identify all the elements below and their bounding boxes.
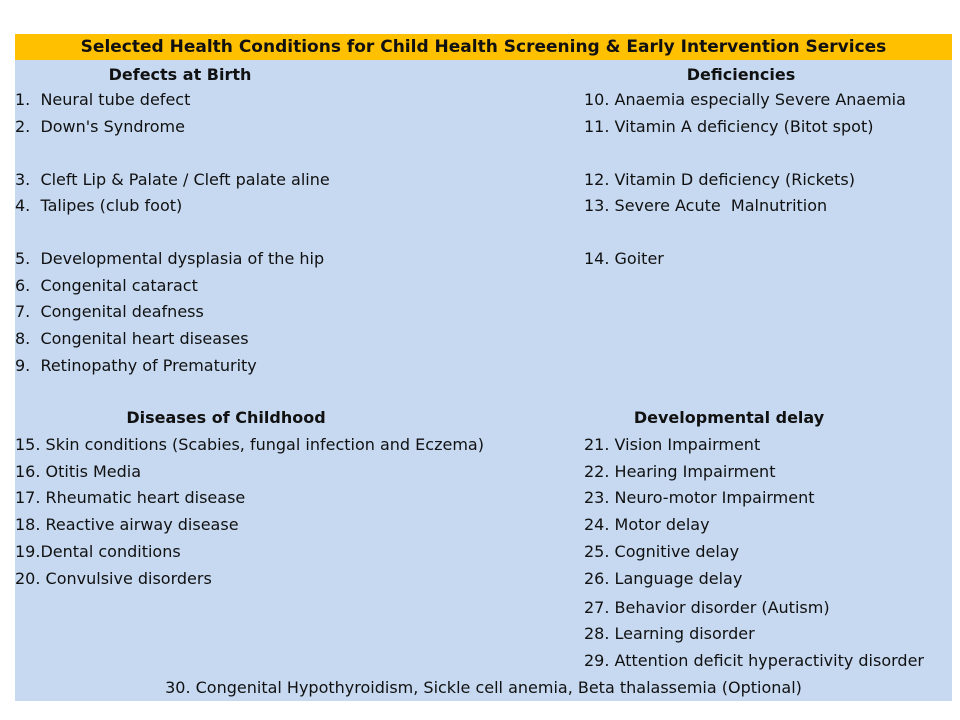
heading-diseases-of-childhood: Diseases of Childhood (126, 408, 326, 427)
list-item-delay-27: 27. Behavior disorder (Autism) (584, 598, 830, 617)
list-item-delay-23: 23. Neuro-motor Impairment (584, 488, 815, 507)
heading-developmental-delay: Developmental delay (633, 408, 825, 427)
list-item-disease-18: 18. Reactive airway disease (15, 515, 239, 534)
list-item-disease-15: 15. Skin conditions (Scabies, fungal infection and Eczema) (15, 435, 484, 454)
list-item-defect-7: 7. Congenital deafness (15, 302, 204, 321)
list-item-defect-4: 4. Talipes (club foot) (15, 196, 183, 215)
list-item-disease-17: 17. Rheumatic heart disease (15, 488, 246, 507)
list-item-delay-29: 29. Attention deficit hyperactivity disorder (584, 651, 924, 670)
list-item-delay-28: 28. Learning disorder (584, 624, 755, 643)
list-item-defect-9: 9. Retinopathy of Prematurity (15, 356, 257, 375)
list-item-deficiency-13: 13. Severe Acute Malnutrition (584, 196, 828, 215)
conditions-table (15, 34, 952, 701)
list-item-delay-26: 26. Language delay (584, 569, 743, 588)
heading-deficiencies: Deficiencies (686, 65, 796, 84)
list-item-deficiency-12: 12. Vitamin D deficiency (Rickets) (584, 170, 855, 189)
list-item-defect-6: 6. Congenital cataract (15, 276, 198, 295)
table-title: Selected Health Conditions for Child Health Screening & Early Intervention Services (15, 34, 952, 60)
list-item-defect-3: 3. Cleft Lip & Palate / Cleft palate aline (15, 170, 330, 189)
list-item-delay-22: 22. Hearing Impairment (584, 462, 776, 481)
list-item-defect-8: 8. Congenital heart diseases (15, 329, 249, 348)
list-item-deficiency-14: 14. Goiter (584, 249, 664, 268)
list-item-defect-2: 2. Down's Syndrome (15, 117, 185, 136)
list-item-delay-24: 24. Motor delay (584, 515, 710, 534)
list-item-disease-16: 16. Otitis Media (15, 462, 142, 481)
heading-defects-at-birth: Defects at Birth (108, 65, 252, 84)
list-item-disease-20: 20. Convulsive disorders (15, 569, 212, 588)
list-item-delay-21: 21. Vision Impairment (584, 435, 761, 454)
list-item-defect-1: 1. Neural tube defect (15, 90, 191, 109)
footer-note: 30. Congenital Hypothyroidism, Sickle cell anemia, Beta thalassemia (Optional) (165, 678, 802, 697)
list-item-deficiency-11: 11. Vitamin A deficiency (Bitot spot) (584, 117, 874, 136)
list-item-disease-19: 19.Dental conditions (15, 542, 181, 561)
list-item-delay-25: 25. Cognitive delay (584, 542, 740, 561)
list-item-defect-5: 5. Developmental dysplasia of the hip (15, 249, 325, 268)
list-item-deficiency-10: 10. Anaemia especially Severe Anaemia (584, 90, 906, 109)
